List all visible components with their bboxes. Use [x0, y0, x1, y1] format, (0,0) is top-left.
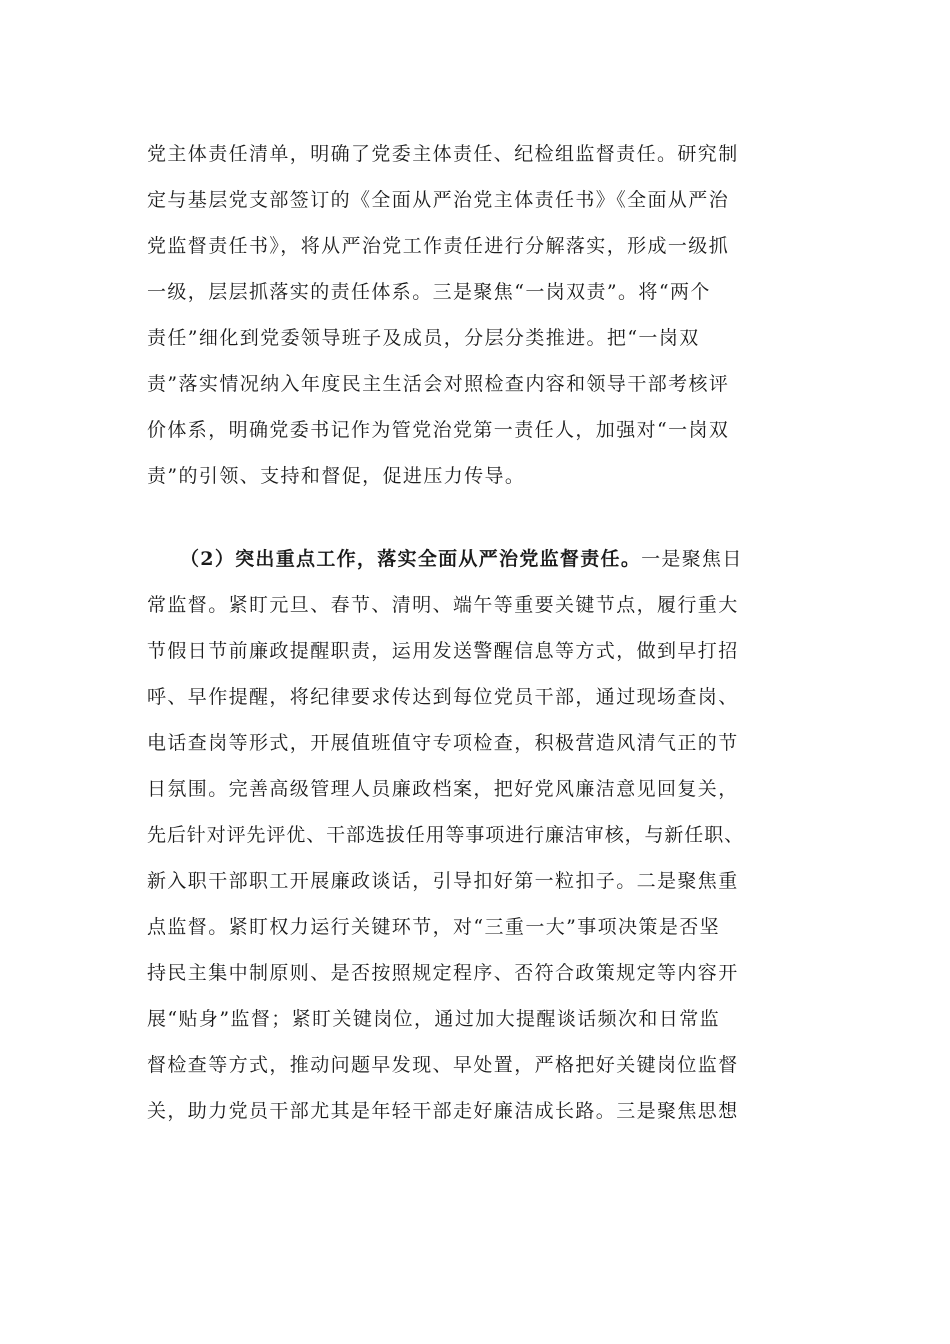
para2-line-8: 新入职干部职工开展廉政谈话，引导扣好第一粒扣子。二是聚焦重	[147, 870, 739, 892]
para2-line-5: 电话查岗等形式，开展值班值守专项检查，积极营造风清气正的节	[147, 732, 739, 754]
para2-line-9: 点监督。紧盯权力运行关键环节，对“三重一大”事项决策是否坚	[147, 916, 721, 938]
para2-first-line-tail: 一是聚焦日	[641, 548, 743, 570]
para1-line-8: 责”的引领、支持和督促，促进压力传导。	[147, 465, 526, 487]
para2-line-13: 关，助力党员干部尤其是年轻干部走好廉洁成长路。三是聚焦思想	[147, 1100, 739, 1122]
para1-line-5: 责任”细化到党委领导班子及成员，分层分类推进。把“一岗双	[147, 327, 700, 349]
para1-line-2: 定与基层党支部签订的《全面从严治党主体责任书》《全面从严治	[147, 189, 730, 211]
para2-heading: （2）突出重点工作，落实全面从严治党监督责任。	[180, 548, 642, 570]
para1-line-3: 党监督责任书》，将从严治党工作责任进行分解落实，形成一级抓	[147, 235, 730, 257]
para2-line-12: 督检查等方式，推动问题早发现、早处置，严格把好关键岗位监督	[147, 1054, 739, 1076]
para2-first-line	[180, 539, 743, 579]
para2-line-3: 节假日节前廉政提醒职责，运用发送警醒信息等方式，做到早打招	[147, 640, 739, 662]
para2-line-7: 先后针对评先评优、干部选拔任用等事项进行廉洁审核，与新任职、	[147, 824, 745, 846]
para1-line-4: 一级，层层抓落实的责任体系。三是聚焦“一岗双责”。将“两个	[147, 281, 711, 303]
para2-line-10: 持民主集中制原则、是否按照规定程序、否符合政策规定等内容开	[147, 962, 739, 984]
para1-line-6: 责”落实情况纳入年度民主生活会对照检查内容和领导干部考核评	[147, 373, 730, 395]
para1-line-1: 党主体责任清单，明确了党委主体责任、纪检组监督责任。研究制	[147, 143, 739, 165]
para2-line-4: 呼、早作提醒，将纪律要求传达到每位党员干部，通过现场查岗、	[147, 686, 739, 708]
para1-line-7: 价体系，明确党委书记作为管党治党第一责任人，加强对“一岗双	[147, 419, 730, 441]
para2-line-6: 日氛围。完善高级管理人员廉政档案，把好党风廉洁意见回复关，	[147, 778, 739, 800]
para2-line-2: 常监督。紧盯元旦、春节、清明、端午等重要关键节点，履行重大	[147, 594, 739, 616]
para2-line-11: 展“贴身”监督；紧盯关键岗位，通过加大提醒谈话频次和日常监	[147, 1008, 721, 1030]
